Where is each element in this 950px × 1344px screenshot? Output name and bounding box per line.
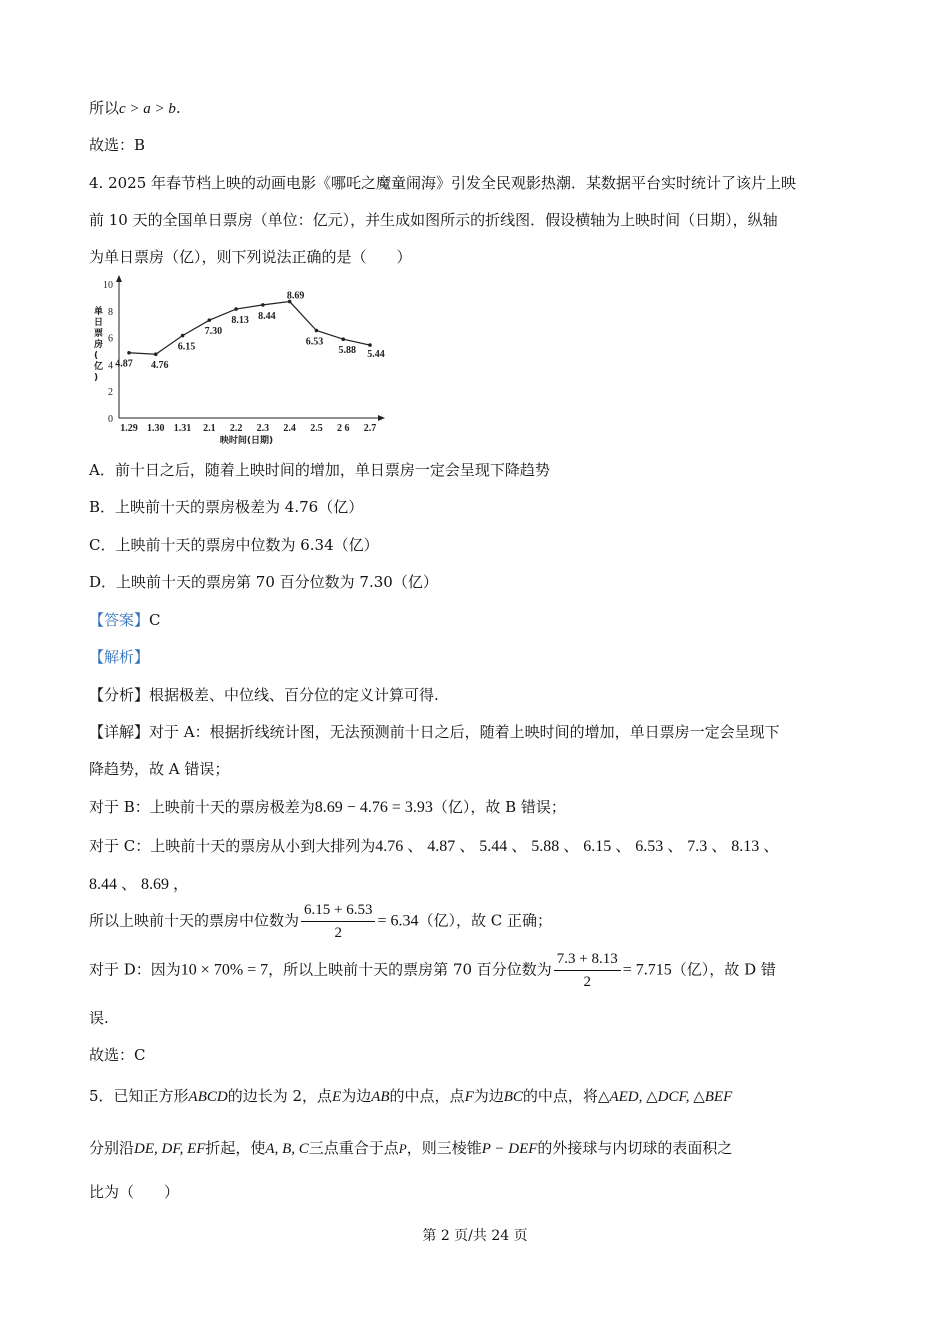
x-axis-label: 映时间(日期) [219, 436, 274, 446]
data-label: 8.69 [286, 290, 305, 302]
numerator: 7.3 + 8.13 [554, 948, 621, 971]
text: . [175, 99, 181, 117]
data-point [261, 303, 265, 307]
x-tick-label: 1.31 [173, 423, 192, 434]
x-tick-label: 2 6 [336, 423, 350, 434]
data-point [368, 343, 372, 347]
data-label: 5.44 [367, 349, 385, 361]
analysis-label: 【解析】 [89, 648, 150, 666]
math: AB [371, 1089, 390, 1105]
text: 分别沿 [89, 1139, 135, 1157]
denominator: 2 [583, 974, 592, 990]
x-tick-label: 2.7 [363, 423, 377, 434]
analysis-summary: 【分析】根据极差、中位线、百分位的定义计算可得. [89, 686, 439, 704]
text: 对于 D：因为 [89, 960, 181, 979]
math: 8.69 − 4.76 = 3.93 [314, 799, 433, 816]
math: 10 × 70% = 7 [180, 961, 269, 979]
data-label: 6.53 [305, 336, 324, 348]
data-point [181, 334, 185, 338]
data-label: 4.87 [115, 358, 133, 370]
numerator: 6.15 + 6.53 [301, 899, 375, 922]
detail-c-cont: 8.44 、 8.69 ， [89, 876, 190, 893]
text: 的边长为 2，点 [227, 1087, 333, 1105]
y-axis-label: 单日票房(亿) [94, 307, 104, 383]
y-tick-label: 0 [108, 414, 113, 425]
fraction [301, 899, 375, 944]
option-b: B．上映前十天的票房极差为 4.76（亿） [89, 498, 364, 516]
text: 的外接球与内切球的表面积之 [537, 1139, 733, 1157]
x-tick-label: 2.3 [256, 423, 270, 434]
data-label: 5.88 [338, 345, 356, 357]
chart-axes [93, 275, 385, 446]
text: 为边 [341, 1087, 372, 1105]
answer-line [89, 609, 161, 630]
denominator: 2 [334, 925, 342, 941]
text: 折起，使 [205, 1139, 266, 1157]
median-line [89, 899, 552, 944]
math: ABCD [188, 1089, 228, 1105]
x-tick-label: 2.4 [283, 423, 296, 434]
math: BC [503, 1089, 523, 1105]
series-line [129, 302, 370, 355]
math: E [332, 1089, 342, 1105]
math: = 7.715 [622, 961, 672, 979]
data-label: 6.15 [177, 341, 196, 353]
fraction [554, 948, 621, 993]
text: 为边 [473, 1087, 504, 1105]
detail-d-cont: 误. [89, 1009, 109, 1027]
option-c: C．上映前十天的票房中位数为 6.34（亿） [89, 536, 379, 554]
data-point [315, 329, 319, 333]
x-axis-arrow [378, 415, 385, 421]
page-footer: 第 2 页/共 24 页 [422, 1228, 528, 1244]
text: 的中点，点 [389, 1087, 465, 1105]
option-d: D．上映前十天的票房第 70 百分位数为 7.30（亿） [89, 573, 438, 591]
text: 所以上映前十天的票房中位数为 [89, 911, 300, 930]
data-label: 4.76 [151, 360, 169, 372]
question-5-line: 比为（ ） [89, 1183, 180, 1201]
text: 三点重合于点 [308, 1139, 399, 1157]
final-choice: 故选：C [89, 1046, 146, 1064]
question-5-line [89, 1085, 732, 1106]
option-a: A．前十日之后，随着上映时间的增加，单日票房一定会呈现下降趋势 [89, 461, 550, 479]
question-4-line: 前 10 天的全国单日票房（单位：亿元），并生成如图所示的折线图．假设横轴为上映时间（日期），纵轴 [89, 211, 778, 229]
data-label: 8.13 [231, 315, 249, 327]
answer-label: 【答案】 [89, 611, 150, 629]
detail-c [89, 833, 779, 856]
math: P [398, 1141, 407, 1156]
detail-b [89, 796, 566, 817]
question-4-line: 为单日票房（亿），则下列说法正确的是（ ） [89, 248, 412, 266]
text: （亿），故 B 错误； [432, 798, 566, 816]
x-tick-label: 1.30 [147, 423, 165, 434]
text: （亿），故 C 正确； [418, 911, 553, 930]
question-4-line: 4. 2025 年春节档上映的动画电影《哪吒之魔童闹海》引发全民观影热潮．某数据平台实时统计了该片上映 [89, 174, 797, 192]
x-tick-label: 2.2 [229, 423, 243, 434]
detail-line: 【详解】对于 A：根据折线统计图，无法预测前十日之后，随着上映时间的增加，单日票房一定会呈现下 [89, 723, 780, 741]
question-5-line [89, 1137, 732, 1158]
math: P − DEF [481, 1141, 538, 1157]
y-tick-label: 6 [108, 333, 113, 345]
text: ，则三棱锥 [406, 1139, 482, 1157]
data-point [234, 307, 238, 311]
line-chart [86, 274, 396, 446]
text-line [89, 97, 181, 118]
text: 所以 [89, 99, 120, 117]
detail-d [89, 948, 776, 993]
y-tick-label: 4 [108, 360, 113, 372]
math: F [464, 1089, 474, 1105]
data-point [341, 337, 345, 341]
y-tick-label: 8 [108, 306, 113, 318]
math: A, B, C [265, 1141, 309, 1157]
chart-marks [115, 291, 385, 372]
x-tick-label: 1.29 [120, 423, 138, 434]
data-point [127, 351, 131, 355]
data-label: 7.30 [204, 326, 223, 338]
math: DE, DF, EF [134, 1141, 206, 1157]
math: 4.76 、 4.87 、 5.44 、 5.88 、 6.15 、 6.53 、 7.3 、 8.13 、 [375, 838, 780, 855]
math: △AED, △DCF, △BEF [597, 1089, 733, 1105]
y-tick-label: 2 [108, 387, 113, 399]
detail-line: 降趋势，故 A 错误； [89, 760, 230, 778]
x-tick-label: 2.1 [203, 423, 216, 434]
math: c > a > b [119, 101, 176, 117]
text: ，所以上映前十天的票房第 70 百分位数为 [268, 960, 552, 979]
data-point [154, 352, 158, 356]
text-line: 故选：B [89, 136, 146, 154]
x-tick-label: 2.5 [310, 423, 323, 434]
data-label: 8.44 [258, 310, 276, 322]
text: 对于 C：上映前十天的票房从小到大排列为 [89, 837, 376, 855]
math: = 6.34 [377, 912, 419, 930]
data-point [208, 318, 212, 322]
y-tick-label: 10 [103, 280, 113, 291]
text: 5．已知正方形 [89, 1087, 189, 1105]
text: （亿），故 D 错 [671, 960, 776, 979]
answer-value: C [149, 611, 161, 629]
y-axis-arrow [116, 275, 122, 282]
text: 对于 B：上映前十天的票房极差为 [89, 798, 315, 816]
text: 的中点，将 [522, 1087, 598, 1105]
